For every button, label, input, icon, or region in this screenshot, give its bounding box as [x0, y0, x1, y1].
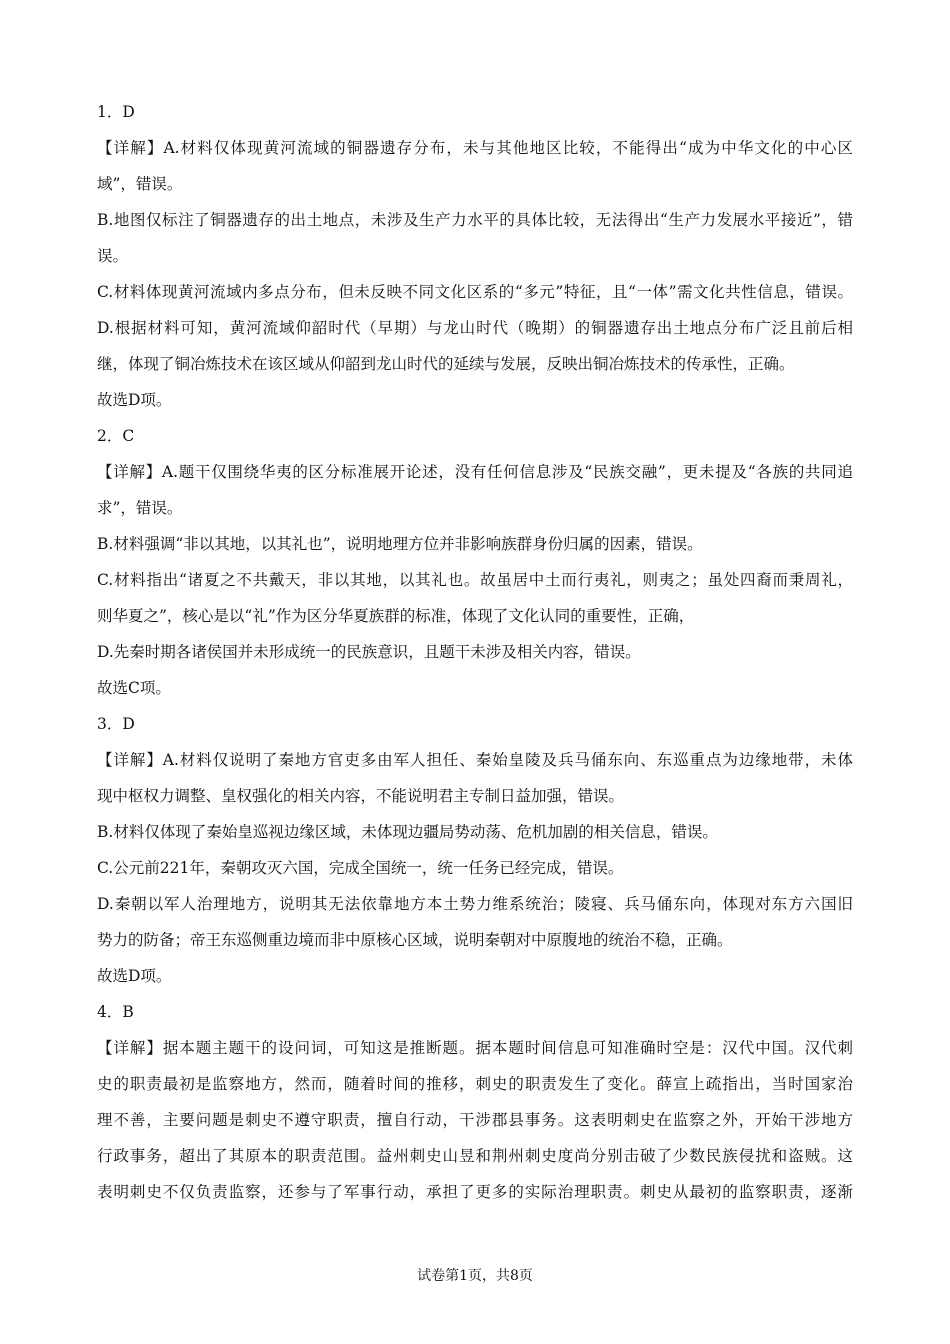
text-line: 理不善，主要问题是刺史不遵守职责，擅自行动，干涉郡县事务。这表明刺史在监察之外，开始干涉地方 [97, 1111, 853, 1129]
answer-heading: 4．B [97, 1003, 134, 1021]
text-line: 势力的防备；帝王东巡侧重边境而非中原核心区域，说明秦朝对中原腹地的统治不稳，正确。 [97, 931, 733, 949]
text-line: 【详解】A.材料仅说明了秦地方官吏多由军人担任、秦始皇陵及兵马俑东向、东巡重点为边缘地带，未体 [97, 751, 853, 769]
text-line: B.地图仅标注了铜器遗存的出土地点，未涉及生产力水平的具体比较，无法得出“生产力发展水平接近”，错 [97, 211, 853, 229]
text-line: 继，体现了铜冶炼技术在该区域从仰韶到龙山时代的延续与发展，反映出铜冶炼技术的传承性，正确。 [97, 355, 795, 373]
text-line: 行政事务，超出了其原本的职责范围。益州刺史山昱和荆州刺史度尚分别击破了少数民族侵扰和盗贼。这 [97, 1147, 853, 1165]
answer-heading: 1．D [97, 103, 135, 121]
text-line: 求”，错误。 [97, 499, 183, 517]
text-line: 【详解】A.题干仅围绕华夷的区分标准展开论述，没有任何信息涉及“民族交融”，更未提及“各族的共同追 [97, 463, 853, 481]
text-line: B.材料强调“非以其地，以其礼也”，说明地理方位并非影响族群身份归属的因素，错误。 [97, 535, 703, 553]
text-line: D.根据材料可知，黄河流域仰韶时代（早期）与龙山时代（晚期）的铜器遗存出土地点分布广泛且前后相 [97, 319, 853, 337]
text-line: 表明刺史不仅负责监察，还参与了军事行动，承担了更多的实际治理职责。刺史从最初的监察职责，逐渐 [97, 1183, 853, 1201]
answer-heading: 2．C [97, 427, 135, 445]
text-line: B.材料仅体现了秦始皇巡视边缘区域，未体现边疆局势动荡、危机加剧的相关信息，错误。 [97, 823, 718, 841]
text-line: 故选D项。 [97, 391, 172, 409]
text-line: 故选D项。 [97, 967, 172, 985]
text-line: 【详解】A.材料仅体现黄河流域的铜器遗存分布，未与其他地区比较，不能得出“成为中华文化的中心区 [97, 139, 853, 157]
answer-heading: 3．D [97, 715, 135, 733]
text-line: 【详解】据本题主题干的设问词，可知这是推断题。据本题时间信息可知准确时空是：汉代中国。汉代刺 [97, 1039, 853, 1057]
text-line: C.材料指出“诸夏之不共戴天，非以其地，以其礼也。故虽居中土而行夷礼，则夷之；虽处四裔而秉周礼， [97, 571, 853, 589]
text-line: D.先秦时期各诸侯国并未形成统一的民族意识，且题干未涉及相关内容，错误。 [97, 643, 641, 661]
text-line: D.秦朝以军人治理地方，说明其无法依靠地方本土势力维系统治；陵寝、兵马俑东向，体现对东方六国旧 [97, 895, 853, 913]
text-line: 史的职责最初是监察地方，然而，随着时间的推移，刺史的职责发生了变化。薛宣上疏指出，当时国家治 [97, 1075, 853, 1093]
text-line: 故选C项。 [97, 679, 171, 697]
text-line: 则华夏之”，核心是以“礼”作为区分华夏族群的标准，体现了文化认同的重要性，正确， [97, 607, 695, 625]
document-body [97, 94, 853, 1210]
page-footer: 试卷第1页，共8页 [417, 1268, 533, 1284]
text-line: C.公元前221年，秦朝攻灭六国，完成全国统一，统一任务已经完成，错误。 [97, 859, 624, 877]
text-line: 误。 [97, 247, 129, 265]
text-line: 域”，错误。 [97, 175, 183, 193]
text-line: C.材料体现黄河流域内多点分布，但未反映不同文化区系的“多元”特征，且“一体”需文化共性信息，错误。 [97, 283, 853, 301]
text-line: 现中枢权力调整、皇权强化的相关内容，不能说明君主专制日益加强，错误。 [97, 787, 625, 805]
